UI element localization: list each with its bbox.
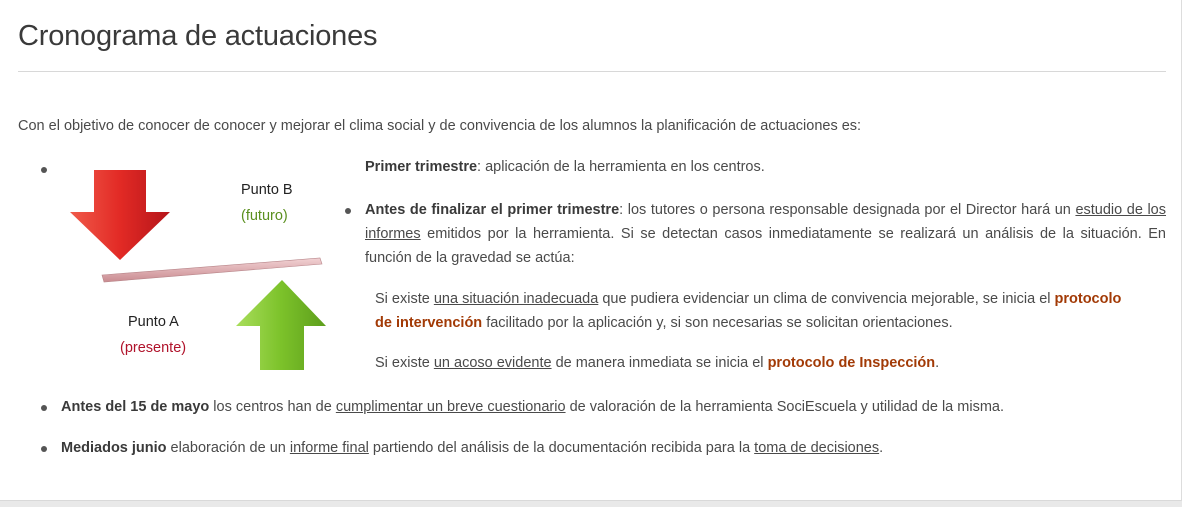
link-estudio-informes[interactable]: estudio de los informes bbox=[365, 202, 1167, 242]
sub1-text1: Si existe bbox=[375, 291, 434, 307]
arrows-diagram bbox=[64, 160, 340, 375]
item-primer-trimestre bbox=[365, 155, 765, 179]
bullet-dot bbox=[41, 446, 47, 452]
sub2-text1: Si existe bbox=[375, 355, 434, 371]
junio-text3: . bbox=[879, 440, 884, 456]
title-divider bbox=[18, 71, 1166, 72]
link-acoso-evidente[interactable]: un acoso evidente bbox=[433, 355, 552, 371]
protocolo-inspeccion: protocolo de Inspección bbox=[767, 355, 936, 371]
sub1-text2: que pudiera evidenciar un clima de convivencia mejorable, se inicia el bbox=[598, 291, 1051, 307]
link-situacion-inadecuada[interactable]: una situación inadecuada bbox=[433, 291, 599, 307]
link-cuestionario[interactable]: cumplimentar un breve cuestionario bbox=[335, 399, 566, 415]
sub-situacion-inadecuada bbox=[375, 287, 1135, 335]
tilted-bar bbox=[102, 258, 322, 282]
mayo-bold: Antes del 15 de mayo bbox=[61, 399, 210, 415]
antes-text1: : los tutores o persona responsable designada por el Director hará un bbox=[619, 202, 1071, 218]
mayo-text1: los centros han de bbox=[209, 399, 336, 415]
sub-acoso-evidente bbox=[375, 351, 939, 375]
green-arrow-up-icon bbox=[236, 280, 326, 370]
antes-bold: Antes de finalizar el primer trimestre bbox=[365, 202, 620, 218]
point-a-sublabel: (presente) bbox=[120, 340, 187, 356]
point-b-sublabel: (futuro) bbox=[241, 208, 288, 224]
bullet-dot bbox=[41, 167, 47, 173]
diagram-image bbox=[64, 160, 340, 375]
link-toma-decisiones[interactable]: toma de decisiones bbox=[754, 440, 880, 456]
sub2-text3: . bbox=[935, 355, 940, 371]
sub1-text3: facilitado por la aplicación y, si son necesarias se solicitan orientaciones. bbox=[482, 315, 953, 331]
intro-text: Con el objetivo de conocer de conocer y mejorar el clima social y de convivencia de los alumnos la planificación de actuaciones es: bbox=[18, 118, 862, 134]
junio-text2: partiendo del análisis de la documentación recibida para la bbox=[368, 440, 755, 456]
bullet-dot bbox=[41, 405, 47, 411]
bullet-dot bbox=[345, 208, 351, 214]
link-informe-final[interactable]: informe final bbox=[289, 440, 369, 456]
mayo-text2: de valoración de la herramienta SociEscuela y utilidad de la misma. bbox=[565, 399, 1004, 415]
junio-bold: Mediados junio bbox=[61, 440, 167, 456]
red-arrow-down-icon bbox=[70, 170, 170, 260]
sub2-text2: de manera inmediata se inicia el bbox=[551, 355, 768, 371]
point-b-label: Punto B bbox=[241, 182, 293, 198]
item-antes-finalizar bbox=[365, 198, 1166, 270]
primer-bold: Primer trimestre bbox=[365, 159, 478, 175]
junio-text1: elaboración de un bbox=[166, 440, 290, 456]
item-mediados-junio bbox=[61, 436, 883, 460]
page-title: Cronograma de actuaciones bbox=[18, 20, 378, 52]
protocolo-intervencion: protocolo de intervención bbox=[375, 291, 1122, 331]
item-antes-mayo bbox=[61, 395, 1004, 419]
antes-text2: emitidos por la herramienta. Si se detectan casos inmediatamente se realizará un análisis de la situación. En función de la gravedad se actúa: bbox=[365, 226, 1166, 266]
point-a-label: Punto A bbox=[128, 314, 179, 330]
primer-text: : aplicación de la herramienta en los centros. bbox=[477, 159, 765, 175]
